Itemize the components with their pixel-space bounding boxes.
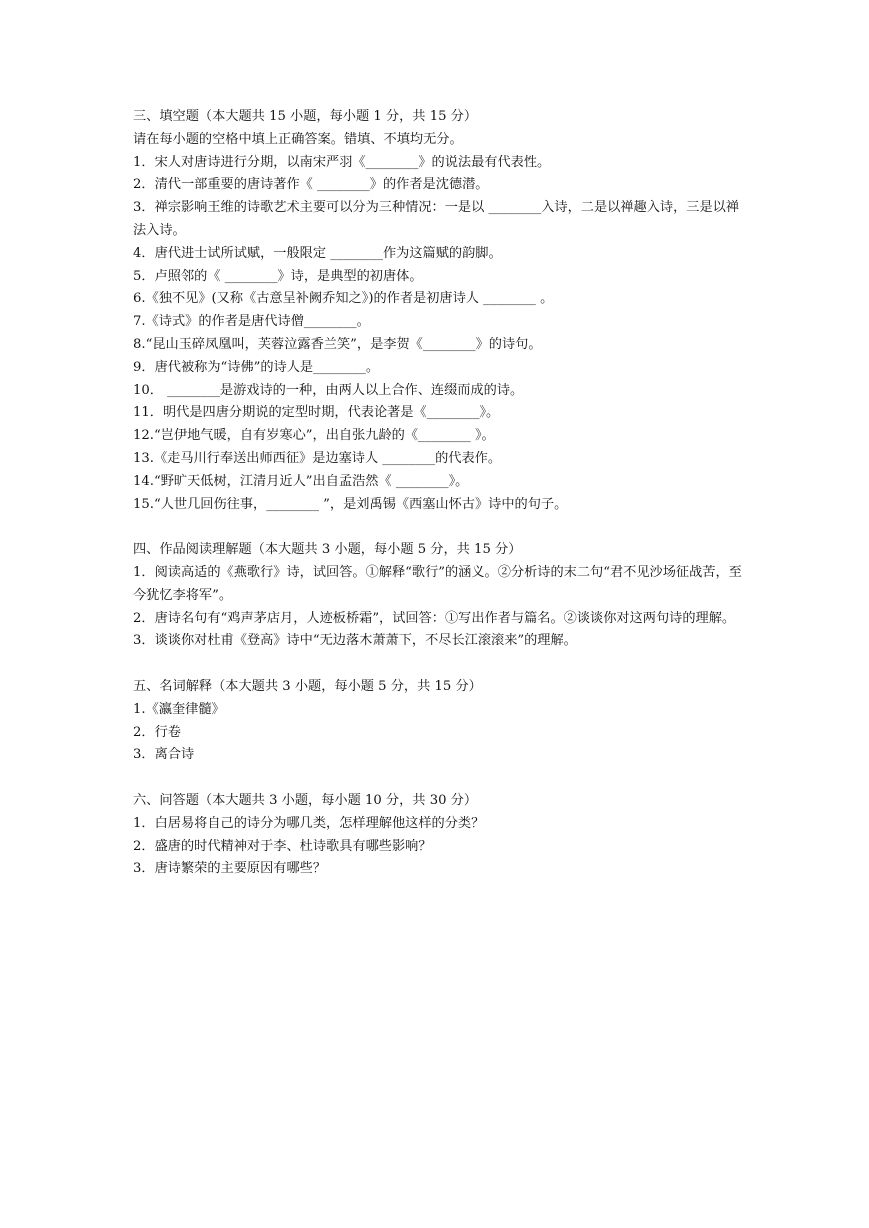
qa-question-1: 1．白居易将自己的诗分为哪几类，怎样理解他这样的分类？ [133, 815, 485, 831]
fill-question-7: 7.《诗式》的作者是唐代诗僧________。 [133, 314, 370, 330]
fill-section-heading: 三、填空题（本大题共 15 小题，每小题 1 分，共 15 分） [133, 109, 478, 124]
fill-question-4: 4．唐代进士试所试赋，一般限定 ________作为这篇赋的韵脚。 [133, 245, 502, 261]
section-spacer [133, 653, 745, 676]
term-item-2: 2．行卷 [133, 724, 181, 740]
fill-question-12: 12.“岂伊地气暖，自有岁寒心”，出自张九龄的《________ 》。 [133, 428, 495, 444]
fill-question-5: 5．卢照邻的《 ________》诗，是典型的初唐体。 [133, 268, 423, 284]
section-spacer [133, 767, 745, 790]
qa-question-2: 2．盛唐的时代精神对于李、杜诗歌具有哪些影响？ [133, 838, 432, 854]
fill-question-3: 3．禅宗影响王维的诗歌艺术主要可以分为三种情况：一是以 ________入诗，二是以禅趣入诗，三是以禅法入诗。 [133, 200, 740, 238]
fill-question-14: 14.“野旷天低树，江清月近人”出自孟浩然《 ________》。 [133, 473, 469, 489]
fill-question-10: 10． ________是游戏诗的一种，由两人以上合作、连缀而成的诗。 [133, 382, 524, 398]
fill-question-9: 9．唐代被称为“诗佛”的诗人是________。 [133, 359, 380, 375]
fill-question-2: 2．清代一部重要的唐诗著作《 ________》的作者是沈德潜。 [133, 177, 489, 193]
fill-question-11: 11．明代是四唐分期说的定型时期，代表论著是《________》。 [133, 405, 500, 421]
fill-question-15: 15.“人世几回伤往事，________ ”，是刘禹锡《西塞山怀古》诗中的句子。 [133, 496, 568, 512]
section-spacer [133, 516, 745, 539]
term-item-1: 1.《瀛奎律髓》 [133, 701, 225, 717]
reading-question-3: 3．谈谈你对杜甫《登高》诗中“无边落木萧萧下，不尽长江滚滚来”的理解。 [133, 633, 577, 649]
fill-question-1: 1．宋人对唐诗进行分期，以南宋严羽《________》的说法最有代表性。 [133, 154, 551, 170]
terms-section-heading: 五、名词解释（本大题共 3 小题，每小题 5 分，共 15 分） [133, 678, 482, 694]
fill-section-instruction: 请在每小题的空格中填上正确答案。错填、不填均无分。 [133, 131, 463, 147]
reading-question-1: 1．阅读高适的《燕歌行》诗，试回答。①解释“歌行”的涵义。②分析诗的末二句“君不见沙场征战苦，至今犹忆李将军”。 [133, 564, 742, 603]
fill-question-8: 8.“昆山玉碎凤凰叫，芙蓉泣露香兰笑”，是李贺《________》的诗句。 [133, 336, 542, 352]
exam-content [133, 106, 745, 881]
reading-section-heading: 四、作品阅读理解题（本大题共 3 小题，每小题 5 分，共 15 分） [133, 542, 522, 558]
reading-question-2: 2．唐诗名句有“鸡声茅店月，人迹板桥霜”，试回答：①写出作者与篇名。②谈谈你对这两句诗的理解。 [133, 610, 736, 626]
fill-question-6: 6.《独不见》(又称《古意呈补阙乔知之》)的作者是初唐诗人 ________ 。 [133, 291, 554, 307]
qa-section-heading: 六、问答题（本大题共 3 小题，每小题 10 分，共 30 分） [133, 792, 478, 808]
qa-question-3: 3．唐诗繁荣的主要原因有哪些？ [133, 861, 327, 877]
fill-question-13: 13.《走马川行奉送出师西征》是边塞诗人 ________的代表作。 [133, 450, 502, 466]
term-item-3: 3．离合诗 [133, 747, 195, 763]
